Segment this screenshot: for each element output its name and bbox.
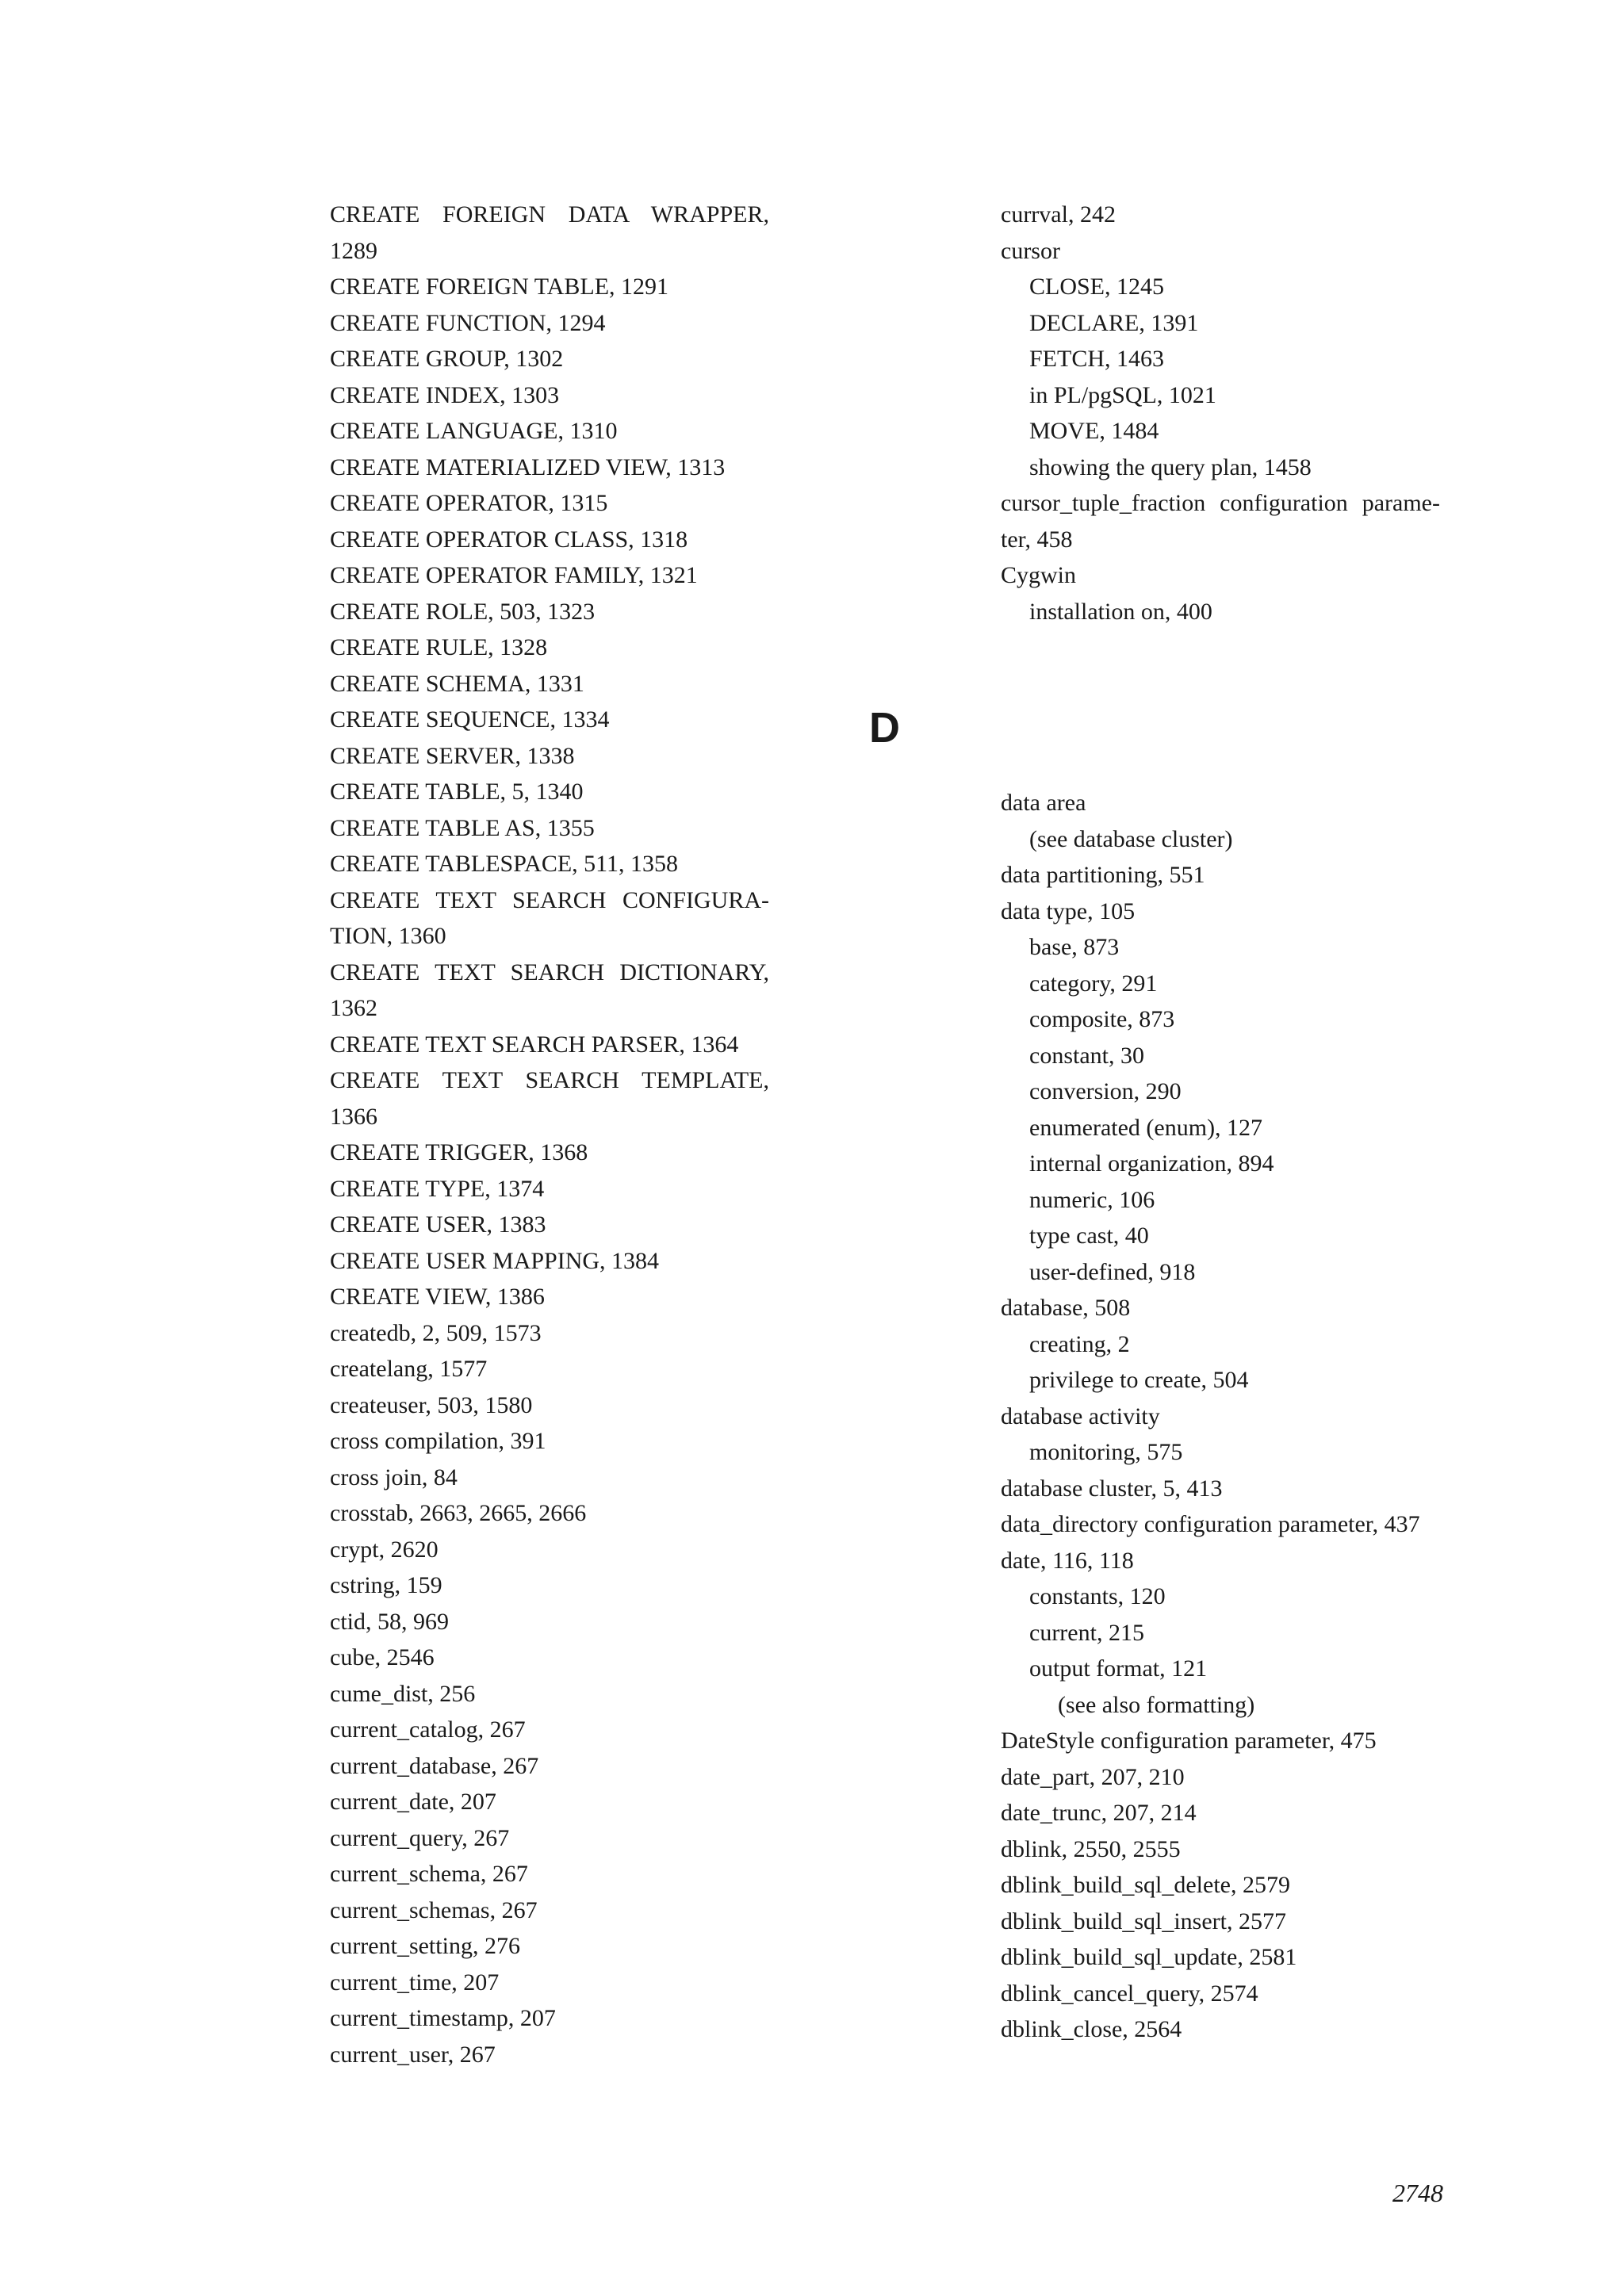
index-subentry: privilege to create, 504 xyxy=(1029,1367,1249,1393)
index-entry: database activity xyxy=(1001,1402,1160,1429)
index-entry: dblink, 2550, 2555 xyxy=(1001,1835,1181,1862)
index-subentry: constant, 30 xyxy=(1029,1042,1144,1069)
index-subentry: (see also formatting) xyxy=(1058,1691,1255,1718)
index-entry: CREATE INDEX, 1303 xyxy=(330,381,560,408)
index-subentry: constants, 120 xyxy=(1029,1583,1166,1609)
index-subentry: composite, 873 xyxy=(1029,1006,1175,1032)
index-entry: dblink_build_sql_update, 2581 xyxy=(1001,1944,1297,1970)
index-entry: current_schema, 267 xyxy=(330,1861,528,1887)
index-entry: CREATE SERVER, 1338 xyxy=(330,742,575,769)
index-entry: data type, 105 xyxy=(1001,897,1136,924)
index-entry: DateStyle configuration parameter, 475 xyxy=(1001,1728,1377,1754)
index-entry: CREATE LANGUAGE, 1310 xyxy=(330,418,618,444)
index-entry: current_time, 207 xyxy=(330,1969,500,1996)
index-entry: CREATE USER, 1383 xyxy=(330,1211,546,1238)
index-entry: dblink_cancel_query, 2574 xyxy=(1001,1980,1258,2007)
index-entry: CREATE TEXT SEARCH TEMPLATE, 1366 xyxy=(330,1067,769,1130)
index-entry: date, 116, 118 xyxy=(1001,1547,1134,1574)
index-entry: current_query, 267 xyxy=(330,1824,510,1851)
index-entry: dblink_close, 2564 xyxy=(1001,2016,1182,2042)
index-entry: createuser, 503, 1580 xyxy=(330,1391,533,1418)
index-subentry: base, 873 xyxy=(1029,934,1120,960)
index-entry: date_trunc, 207, 214 xyxy=(1001,1800,1197,1826)
index-subentry: DECLARE, 1391 xyxy=(1029,309,1199,336)
index-entry: CREATE FUNCTION, 1294 xyxy=(330,309,606,336)
index-subentry: numeric, 106 xyxy=(1029,1186,1155,1213)
page-number: 2748 xyxy=(1392,2179,1443,2207)
index-entry: currval, 242 xyxy=(1001,201,1116,228)
index-entry: CREATE TEXT SEARCH PARSER, 1364 xyxy=(330,1031,739,1058)
index-subentry: conversion, 290 xyxy=(1029,1078,1182,1104)
index-entry: cursor xyxy=(1001,237,1060,264)
index-subentry: CLOSE, 1245 xyxy=(1029,274,1165,300)
section-letter-heading: D xyxy=(869,704,900,752)
index-entry: current_setting, 276 xyxy=(330,1933,520,1959)
index-subentry: output format, 121 xyxy=(1029,1655,1208,1682)
index-entry: CREATE TABLESPACE, 511, 1358 xyxy=(330,851,679,877)
index-entry: CREATE OPERATOR FAMILY, 1321 xyxy=(330,562,698,588)
index-entry: CREATE RULE, 1328 xyxy=(330,634,548,660)
index-entry: CREATE TEXT SEARCH CONFIGURA-TION, 1360 xyxy=(330,886,769,949)
index-subentry: in PL/pgSQL, 1021 xyxy=(1029,381,1216,408)
index-subentry: user-defined, 918 xyxy=(1029,1258,1196,1285)
index-subentry: category, 291 xyxy=(1029,970,1158,997)
index-entry: dblink_build_sql_delete, 2579 xyxy=(1001,1872,1290,1898)
index-entry: database, 508 xyxy=(1001,1295,1131,1321)
index-column-left xyxy=(330,197,774,2072)
index-subentry: showing the query plan, 1458 xyxy=(1029,453,1312,480)
index-entry: cume_dist, 256 xyxy=(330,1680,476,1707)
index-entry: CREATE ROLE, 503, 1323 xyxy=(330,598,596,625)
index-subentry: internal organization, 894 xyxy=(1029,1150,1274,1177)
index-entry: cstring, 159 xyxy=(330,1572,442,1598)
index-subentry: current, 215 xyxy=(1029,1619,1144,1646)
index-entry: CREATE FOREIGN DATA WRAPPER, 1289 xyxy=(330,201,769,264)
index-column-right-bottom xyxy=(1001,785,1445,2048)
index-entry: CREATE TEXT SEARCH DICTIONARY, 1362 xyxy=(330,959,769,1021)
index-entry: CREATE OPERATOR, 1315 xyxy=(330,490,608,516)
index-entry: CREATE VIEW, 1386 xyxy=(330,1284,545,1310)
index-subentry: FETCH, 1463 xyxy=(1029,346,1165,372)
index-subentry: enumerated (enum), 127 xyxy=(1029,1114,1263,1141)
index-entry: Cygwin xyxy=(1001,562,1077,588)
index-entry: CREATE TYPE, 1374 xyxy=(330,1175,545,1202)
index-subentry: creating, 2 xyxy=(1029,1330,1130,1357)
index-entry: CREATE FOREIGN TABLE, 1291 xyxy=(330,274,669,300)
index-entry: current_date, 207 xyxy=(330,1789,496,1815)
index-entry: CREATE TRIGGER, 1368 xyxy=(330,1139,588,1165)
index-subentry: MOVE, 1484 xyxy=(1029,418,1159,444)
index-entry: ctid, 58, 969 xyxy=(330,1608,449,1635)
index-entry: CREATE OPERATOR CLASS, 1318 xyxy=(330,526,688,553)
index-entry: CREATE GROUP, 1302 xyxy=(330,346,564,372)
index-entry: CREATE TABLE AS, 1355 xyxy=(330,814,595,841)
index-subentry: monitoring, 575 xyxy=(1029,1439,1183,1465)
index-column-right-top xyxy=(1001,197,1445,629)
index-entry: data partitioning, 551 xyxy=(1001,862,1205,888)
index-entry: current_schemas, 267 xyxy=(330,1896,538,1923)
index-entry: createlang, 1577 xyxy=(330,1356,488,1382)
index-entry: CREATE SEQUENCE, 1334 xyxy=(330,706,610,733)
index-entry: createdb, 2, 509, 1573 xyxy=(330,1319,542,1346)
index-entry: database cluster, 5, 413 xyxy=(1001,1475,1223,1502)
index-entry: data_directory configuration parameter, 437 xyxy=(1001,1511,1420,1537)
index-entry: current_catalog, 267 xyxy=(330,1716,526,1743)
index-entry: cursor_tuple_fraction configuration parame-ter, 458 xyxy=(1001,490,1440,553)
index-subentry: (see database cluster) xyxy=(1029,825,1233,852)
index-entry: CREATE TABLE, 5, 1340 xyxy=(330,779,584,805)
index-entry: current_user, 267 xyxy=(330,2041,496,2068)
index-entry: date_part, 207, 210 xyxy=(1001,1763,1185,1790)
index-entry: CREATE USER MAPPING, 1384 xyxy=(330,1247,660,1274)
index-entry: cross compilation, 391 xyxy=(330,1428,546,1454)
index-entry: crypt, 2620 xyxy=(330,1536,439,1563)
index-subentry: installation on, 400 xyxy=(1029,598,1212,625)
index-entry: crosstab, 2663, 2665, 2666 xyxy=(330,1500,587,1526)
index-entry: data area xyxy=(1001,790,1086,816)
index-entry: CREATE MATERIALIZED VIEW, 1313 xyxy=(330,453,726,480)
index-entry: current_timestamp, 207 xyxy=(330,2005,556,2031)
index-entry: current_database, 267 xyxy=(330,1752,539,1779)
index-entry: cube, 2546 xyxy=(330,1644,435,1670)
index-entry: dblink_build_sql_insert, 2577 xyxy=(1001,1908,1286,1934)
index-entry: cross join, 84 xyxy=(330,1464,458,1490)
index-entry: CREATE SCHEMA, 1331 xyxy=(330,670,584,697)
index-subentry: type cast, 40 xyxy=(1029,1223,1149,1249)
